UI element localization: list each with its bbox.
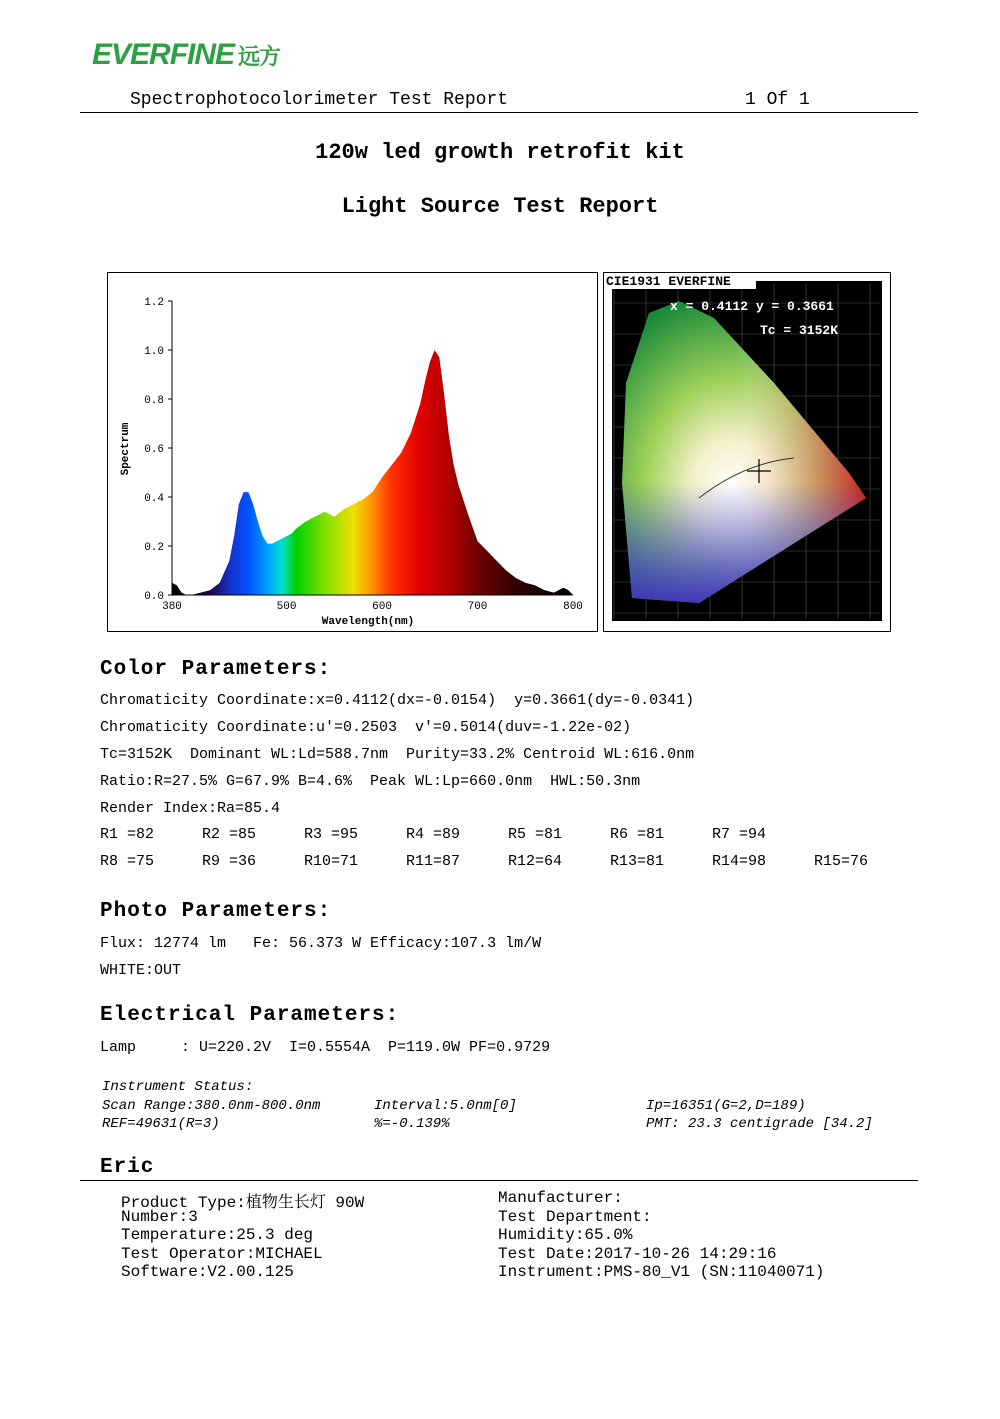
spectrum-y-tick-label: 1.0 <box>144 346 164 358</box>
cie-chart <box>603 272 891 632</box>
cie-xy-annotation: x = 0.4112 y = 0.3661 <box>670 299 834 314</box>
instrument-pct: %=-0.139% <box>374 1116 450 1132</box>
color-params-heading: Color Parameters: <box>100 658 332 681</box>
instrument-id: Instrument:PMS-80_V1 (SN:11040071) <box>498 1263 825 1281</box>
color-line-3: Tc=3152K Dominant WL:Ld=588.7nm Purity=33.2% Centroid WL:616.0nm <box>100 746 695 763</box>
spectrum-area <box>172 350 573 595</box>
instrument-interval: Interval:5.0nm[0] <box>374 1098 517 1114</box>
spectrum-y-tick-label: 0.8 <box>144 395 164 407</box>
r12-value: R12=64 <box>508 853 563 870</box>
spectrum-xlabel: Wavelength(nm) <box>321 616 415 628</box>
electrical-line: Lamp : U=220.2V I=0.5554A P=119.0W PF=0.9729 <box>100 1039 551 1056</box>
instrument-ip: Ip=16351(G=2,D=189) <box>646 1098 806 1114</box>
r3-value: R3 =95 <box>304 826 359 843</box>
software: Software:V2.00.125 <box>121 1263 294 1281</box>
operator-name: Eric <box>100 1156 155 1179</box>
report-title: Light Source Test Report <box>341 194 659 219</box>
brand-logo <box>92 38 280 72</box>
r10-value: R10=71 <box>304 853 359 870</box>
color-line-1: Chromaticity Coordinate:x=0.4112(dx=-0.0154) y=0.3661(dy=-0.0341) <box>100 692 695 709</box>
r2-value: R2 =85 <box>202 826 257 843</box>
spectrum-y-tick-label: 0.4 <box>144 493 164 505</box>
spectrum-y-tick-label: 0.6 <box>144 444 164 456</box>
footer-rule <box>80 1180 918 1181</box>
cie-svg <box>604 273 890 631</box>
color-line-5: Render Index:Ra=85.4 <box>100 800 281 817</box>
spectrum-svg <box>108 273 597 631</box>
r5-value: R5 =81 <box>508 826 563 843</box>
r14-value: R14=98 <box>712 853 767 870</box>
spectrum-y-tick-label: 0.2 <box>144 542 164 554</box>
instrument-heading: Instrument Status: <box>102 1079 254 1095</box>
color-line-4: Ratio:R=27.5% G=67.9% B=4.6% Peak WL:Lp=660.0nm HWL:50.3nm <box>100 773 641 790</box>
product-type: Product Type:植物生长灯 90W <box>121 1194 365 1212</box>
instrument-scan: Scan Range:380.0nm-800.0nm <box>102 1098 321 1114</box>
photo-line-2: WHITE:OUT <box>100 962 182 979</box>
spectrum-ylabel: Spectrum <box>120 422 132 476</box>
cie-tc-annotation: Tc = 3152K <box>760 323 839 338</box>
r4-value: R4 =89 <box>406 826 461 843</box>
spectrum-x-tick-label: 700 <box>467 601 488 613</box>
spectrum-chart <box>107 272 598 632</box>
spectrum-x-tick-label: 600 <box>372 601 392 613</box>
spectrum-x-tick-label: 500 <box>276 601 297 613</box>
photo-line-1: Flux: 12774 lm Fe: 56.373 W Efficacy:107.3 lm/W <box>100 935 542 952</box>
spectrum-y-tick-label: 1.2 <box>144 297 164 309</box>
temperature: Temperature:25.3 deg <box>121 1226 314 1244</box>
r8-value: R8 =75 <box>100 853 155 870</box>
test-department: Test Department: <box>498 1208 652 1226</box>
r15-value: R15=76 <box>814 853 869 870</box>
brand-latin: EVERFINE <box>92 38 235 71</box>
brand-cn: 远方 <box>238 44 281 69</box>
spectrum-x-tick-label: 800 <box>563 601 583 613</box>
instrument-ref: REF=49631(R=3) <box>102 1116 220 1132</box>
spectrum-y-tick-label: 0.0 <box>144 591 164 603</box>
humidity: Humidity:65.0% <box>498 1226 633 1244</box>
r11-value: R11=87 <box>406 853 461 870</box>
instrument-pmt: PMT: 23.3 centigrade [34.2] <box>646 1116 873 1132</box>
test-date: Test Date:2017-10-26 14:29:16 <box>498 1245 777 1263</box>
r6-value: R6 =81 <box>610 826 665 843</box>
spectrum-x-tick-label: 380 <box>162 601 182 613</box>
r1-value: R1 =82 <box>100 826 155 843</box>
manufacturer: Manufacturer: <box>498 1189 623 1207</box>
header-rule <box>80 112 918 113</box>
photo-params-heading: Photo Parameters: <box>100 900 332 923</box>
electrical-params-heading: Electrical Parameters: <box>100 1004 400 1027</box>
test-operator: Test Operator:MICHAEL <box>121 1245 323 1263</box>
r13-value: R13=81 <box>610 853 665 870</box>
color-line-2: Chromaticity Coordinate:u'=0.2503 v'=0.5014(duv=-1.22e-02) <box>100 719 632 736</box>
page-number: 1 Of 1 <box>745 90 810 110</box>
cie-title: CIE1931 EVERFINE <box>606 274 731 289</box>
r9-value: R9 =36 <box>202 853 257 870</box>
product-title: 120w led growth retrofit kit <box>315 140 685 165</box>
number: Number:3 <box>121 1208 198 1226</box>
r7-value: R7 =94 <box>712 826 767 843</box>
report-name: Spectrophotocolorimeter Test Report <box>130 90 509 110</box>
